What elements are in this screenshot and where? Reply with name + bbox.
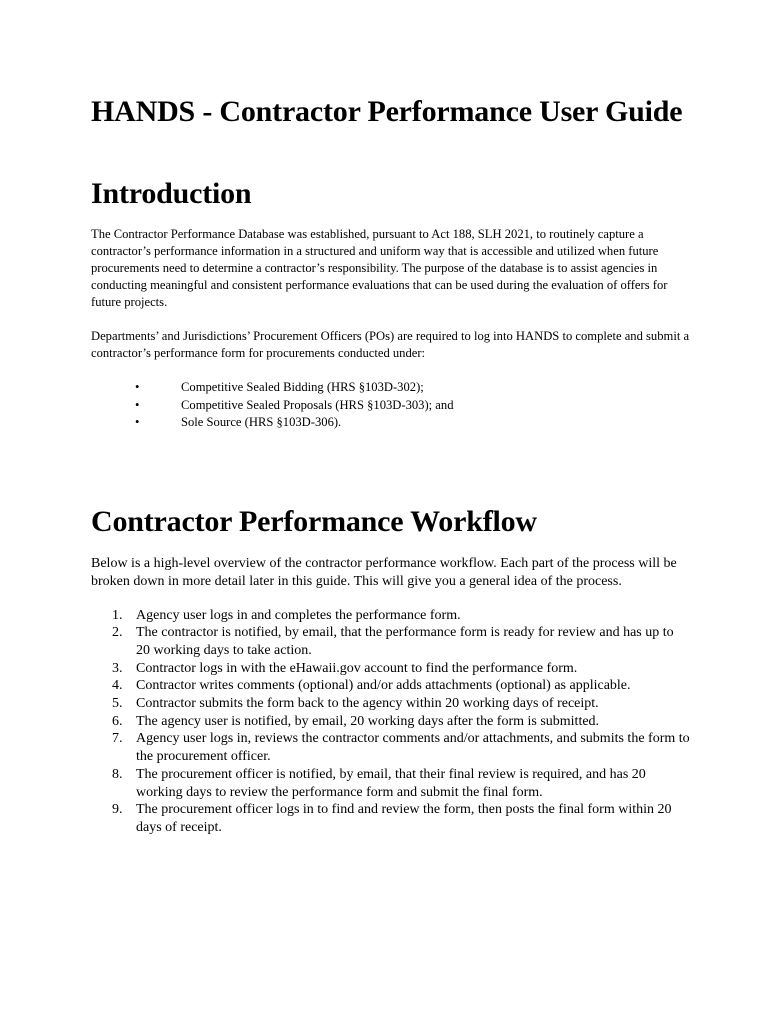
document-page — [91, 94, 691, 837]
workflow-intro-paragraph: Below is a high-level overview of the contractor performance workflow. Each part of the process will be broken down in more detail later in this guide. This will give you a general idea of the process. — [91, 555, 677, 589]
introduction-heading: Introduction — [91, 177, 252, 210]
step-text: The contractor is notified, by email, that the performance form is ready for review and has up to 20 working days to take action. — [136, 625, 674, 658]
step-text: Contractor logs in with the eHawaii.gov account to find the performance form. — [136, 660, 578, 676]
step-number: 4. — [112, 678, 123, 694]
workflow-step — [91, 695, 691, 713]
step-text: The procurement officer is notified, by email, that their final review is required, and has 20 working days to review the performance form and submit the final form. — [136, 766, 646, 800]
bullet-icon: • — [135, 397, 140, 412]
list-item — [91, 414, 691, 432]
workflow-step — [91, 801, 691, 836]
procurement-methods-list — [91, 379, 691, 432]
step-text: Agency user logs in, reviews the contractor comments and/or attachments, and submits the form to the procurement officer. — [136, 731, 690, 765]
workflow-step — [91, 766, 691, 801]
list-item — [91, 379, 691, 397]
step-number: 9. — [112, 802, 123, 818]
step-text: The procurement officer logs in to find and review the form, then posts the final form within 20 days of receipt. — [136, 802, 672, 835]
list-item-text: Sole Source (HRS §103D-306). — [181, 415, 342, 429]
introduction-paragraph-1: The Contractor Performance Database was established, pursuant to Act 188, SLH 2021, to routinely capture a contractor’s performance information in a structured and uniform way that is accessible and utilized when future procurements need to determine a contractor’s responsibility. The purpose of the database is to assist agencies in conducting meaningful and consistent performance evaluations that can be used during the evaluation of offers for future projects. — [91, 227, 668, 309]
step-number: 7. — [112, 731, 123, 747]
step-text: The agency user is notified, by email, 20 working days after the form is submitted. — [136, 713, 600, 729]
step-number: 6. — [112, 713, 123, 729]
workflow-steps-list — [91, 607, 691, 837]
document-title: HANDS - Contractor Performance User Guide — [91, 95, 683, 128]
workflow-step — [91, 713, 691, 731]
step-text: Agency user logs in and completes the performance form. — [136, 607, 461, 623]
list-item-text: Competitive Sealed Proposals (HRS §103D-303); and — [181, 397, 454, 412]
workflow-step — [91, 624, 691, 659]
workflow-section — [91, 504, 691, 837]
bullet-icon: • — [135, 415, 140, 429]
workflow-heading: Contractor Performance Workflow — [91, 504, 537, 538]
workflow-step — [91, 677, 691, 695]
step-text: Contractor submits the form back to the agency within 20 working days of receipt. — [136, 696, 599, 712]
workflow-step — [91, 607, 691, 625]
step-text: Contractor writes comments (optional) and/or adds attachments (optional) as applicable. — [136, 678, 631, 694]
list-item-text: Competitive Sealed Bidding (HRS §103D-302); — [181, 380, 424, 394]
introduction-paragraph-2: Departments’ and Jurisdictions’ Procurement Officers (POs) are required to log into HANDS to complete and submit a contractor’s performance form for procurements conducted under: — [91, 329, 690, 360]
list-item — [91, 397, 691, 415]
step-number: 5. — [112, 696, 123, 712]
workflow-step — [91, 660, 691, 678]
step-number: 8. — [112, 766, 123, 782]
bullet-icon: • — [135, 380, 140, 394]
workflow-step — [91, 730, 691, 765]
introduction-section — [91, 176, 691, 432]
step-number: 1. — [112, 607, 123, 623]
step-number: 2. — [112, 625, 123, 641]
step-number: 3. — [112, 660, 123, 676]
